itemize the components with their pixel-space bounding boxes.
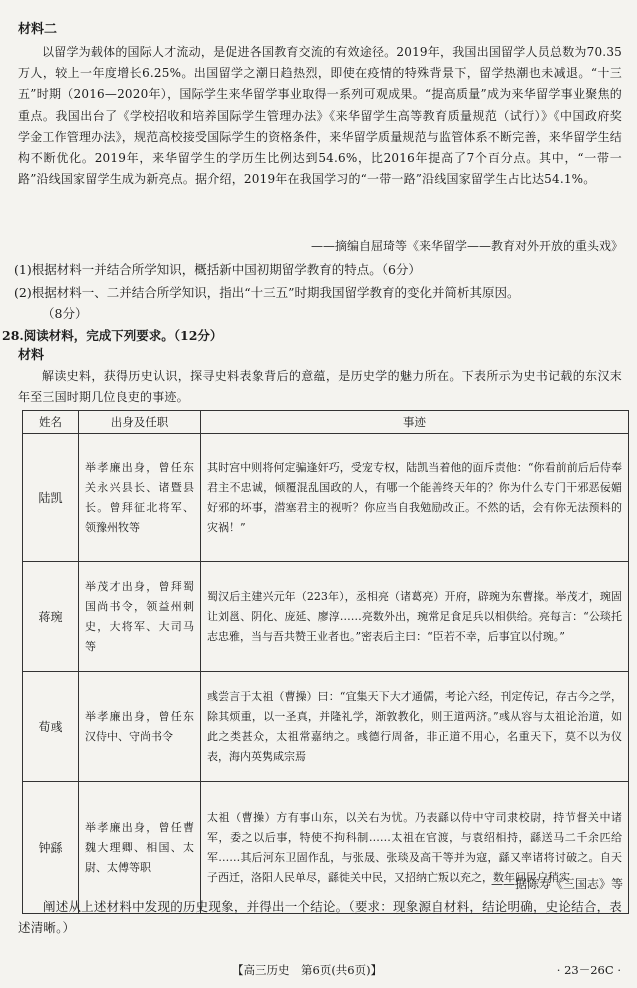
col-header-deeds: 事迹 [201,411,629,434]
footer-code: · 23－26C · [556,963,621,977]
col-header-name: 姓名 [23,411,79,434]
question28-title: 28.阅读材料，完成下列要求。（12分） [2,328,223,343]
question27-2-score: （8分） [42,306,88,321]
question27-1: (1)根据材料一并结合所学知识，概括新中国初期留学教育的特点。（6分） [14,262,421,277]
table-header-row [23,411,629,434]
cell-office: 举茂才出身，曾拜蜀国尚书令，领益州刺史，大将军、大司马等 [79,562,201,672]
col-header-office: 出身及任职 [79,411,201,434]
cell-name: 陆凯 [23,434,79,562]
material2-heading: 材料二 [18,22,58,37]
cell-office: 举孝廉出身，曾任曹魏大理卿、相国、太尉、太傅等职 [79,782,201,914]
question28-task: 阐述从上述材料中发现的历史现象，并得出一个结论。（要求：现象源自材料，结论明确，史论结合，表述清晰。） [18,899,622,936]
table-row [23,562,629,672]
cell-deeds: 其时宫中则将何定骗逢奸巧，受宠专权，陆凯当着他的面斥责他：“你看前前后后侍奉君主不忠诚，倾覆混乱国政的人，有哪一个能善终天年的？你为什么专门干邪恶佞媚好邪的坏事，潜塞君主的视听？你应当自我勉励改正。不然的话，会有你无法预料的灾祸！” [201,434,629,562]
material2-source: ——摘编自屈琦等《来华留学——教育对外开放的重头戏》 [310,239,623,253]
material2-paragraph: 以留学为载体的国际人才流动，是促进各国教育交流的有效途径。2019年，我国出国留学人员总数为70.35万人，较上一年度增长6.25%。出国留学之潮日趋热烈，即使在疫情的特殊背景下，留学热潮也未减退。“十三五”时期（2016—2020年），国际学生来华留学事业取得一系列可观成果。“提高质量”成为来华留学事业聚焦的重点。我国出台了《学校招收和培养国际学生管理办法》《来华留学生高等教育质量规范（试行）》《中国政府奖学金工作管理办法》，规范高校接受国际学生的资格条件，来华留学质量规范与监管体系不断完善，来华留学生结构不断优化。2019年，来华留学生的学历生比例达到54.6%，比2016年提高了7个百分点。其中，“一带一路”沿线国家留学生成为新亮点。据介绍，2019年在我国学习的“一带一路”沿线国家留学生占比达54.1%。 [18,45,623,187]
cell-office: 举孝廉出身，曾任东汉侍中、守尚书令 [79,672,201,782]
cell-deeds: 蜀汉后主建兴元年（223年），丞相亮（诸葛亮）开府，辟琬为东曹掾。举茂才，琬固让刘邕、阴化、庞延、廖淳……亮数外出，琬常足食足兵以相供给。亮每言：“公琰托志忠雅，当与吾共赞王业者也。”密表后主曰：“臣若不幸，后事宜以付琬。” [201,562,629,672]
cell-name: 荀彧 [23,672,79,782]
material-intro: 解读史料，获得历史认识，探寻史料表象背后的意蕴，是历史学的魅力所在。下表所示为史书记载的东汉末年至三国时期几位良吏的事迹。 [18,369,622,405]
cell-name: 蒋琬 [23,562,79,672]
question27-2: (2)根据材料一、二并结合所学知识，指出“十三五”时期我国留学教育的变化并简析其原因。 [14,285,520,300]
footer-page-info: 【高三历史 第6页(共6页)】 [232,963,383,977]
cell-deeds: 太祖（曹操）方有事山东，以关右为忧。乃表繇以侍中守司隶校尉，持节督关中诸军，委之以后事，特使不拘科制……太祖在官渡，与袁绍相持，繇送马二千余匹给军……其后河东卫固作乱，与张晟、张琰及高干等并为寇，繇又率诸将讨破之。自天子西迁，洛阳人民单尽，繇徙关中民，又招纳亡叛以充之，数年间民户稍实 [201,782,629,914]
material-heading: 材料 [18,348,45,363]
table-row [23,434,629,562]
table-row [23,782,629,914]
officials-table [22,410,629,914]
cell-deeds: 彧尝言于太祖（曹操）曰：“宜集天下大才通儒，考论六经，刊定传记，存古今之学，除其烦重，以一圣真，并隆礼学，渐敦教化，则王道两济。”彧从容与太祖论治道，如此之类甚众，太祖常嘉纳之。彧德行周备，非正道不用心，名重天下，莫不以为仪表，海内英隽咸宗焉 [201,672,629,782]
table-row [23,672,629,782]
cell-office: 举孝廉出身，曾任东关永兴县长、诸暨县长。曾拜征北将军、领豫州牧等 [79,434,201,562]
cell-name: 钟繇 [23,782,79,914]
table-source: ——据陈寿《三国志》等 [490,877,623,891]
